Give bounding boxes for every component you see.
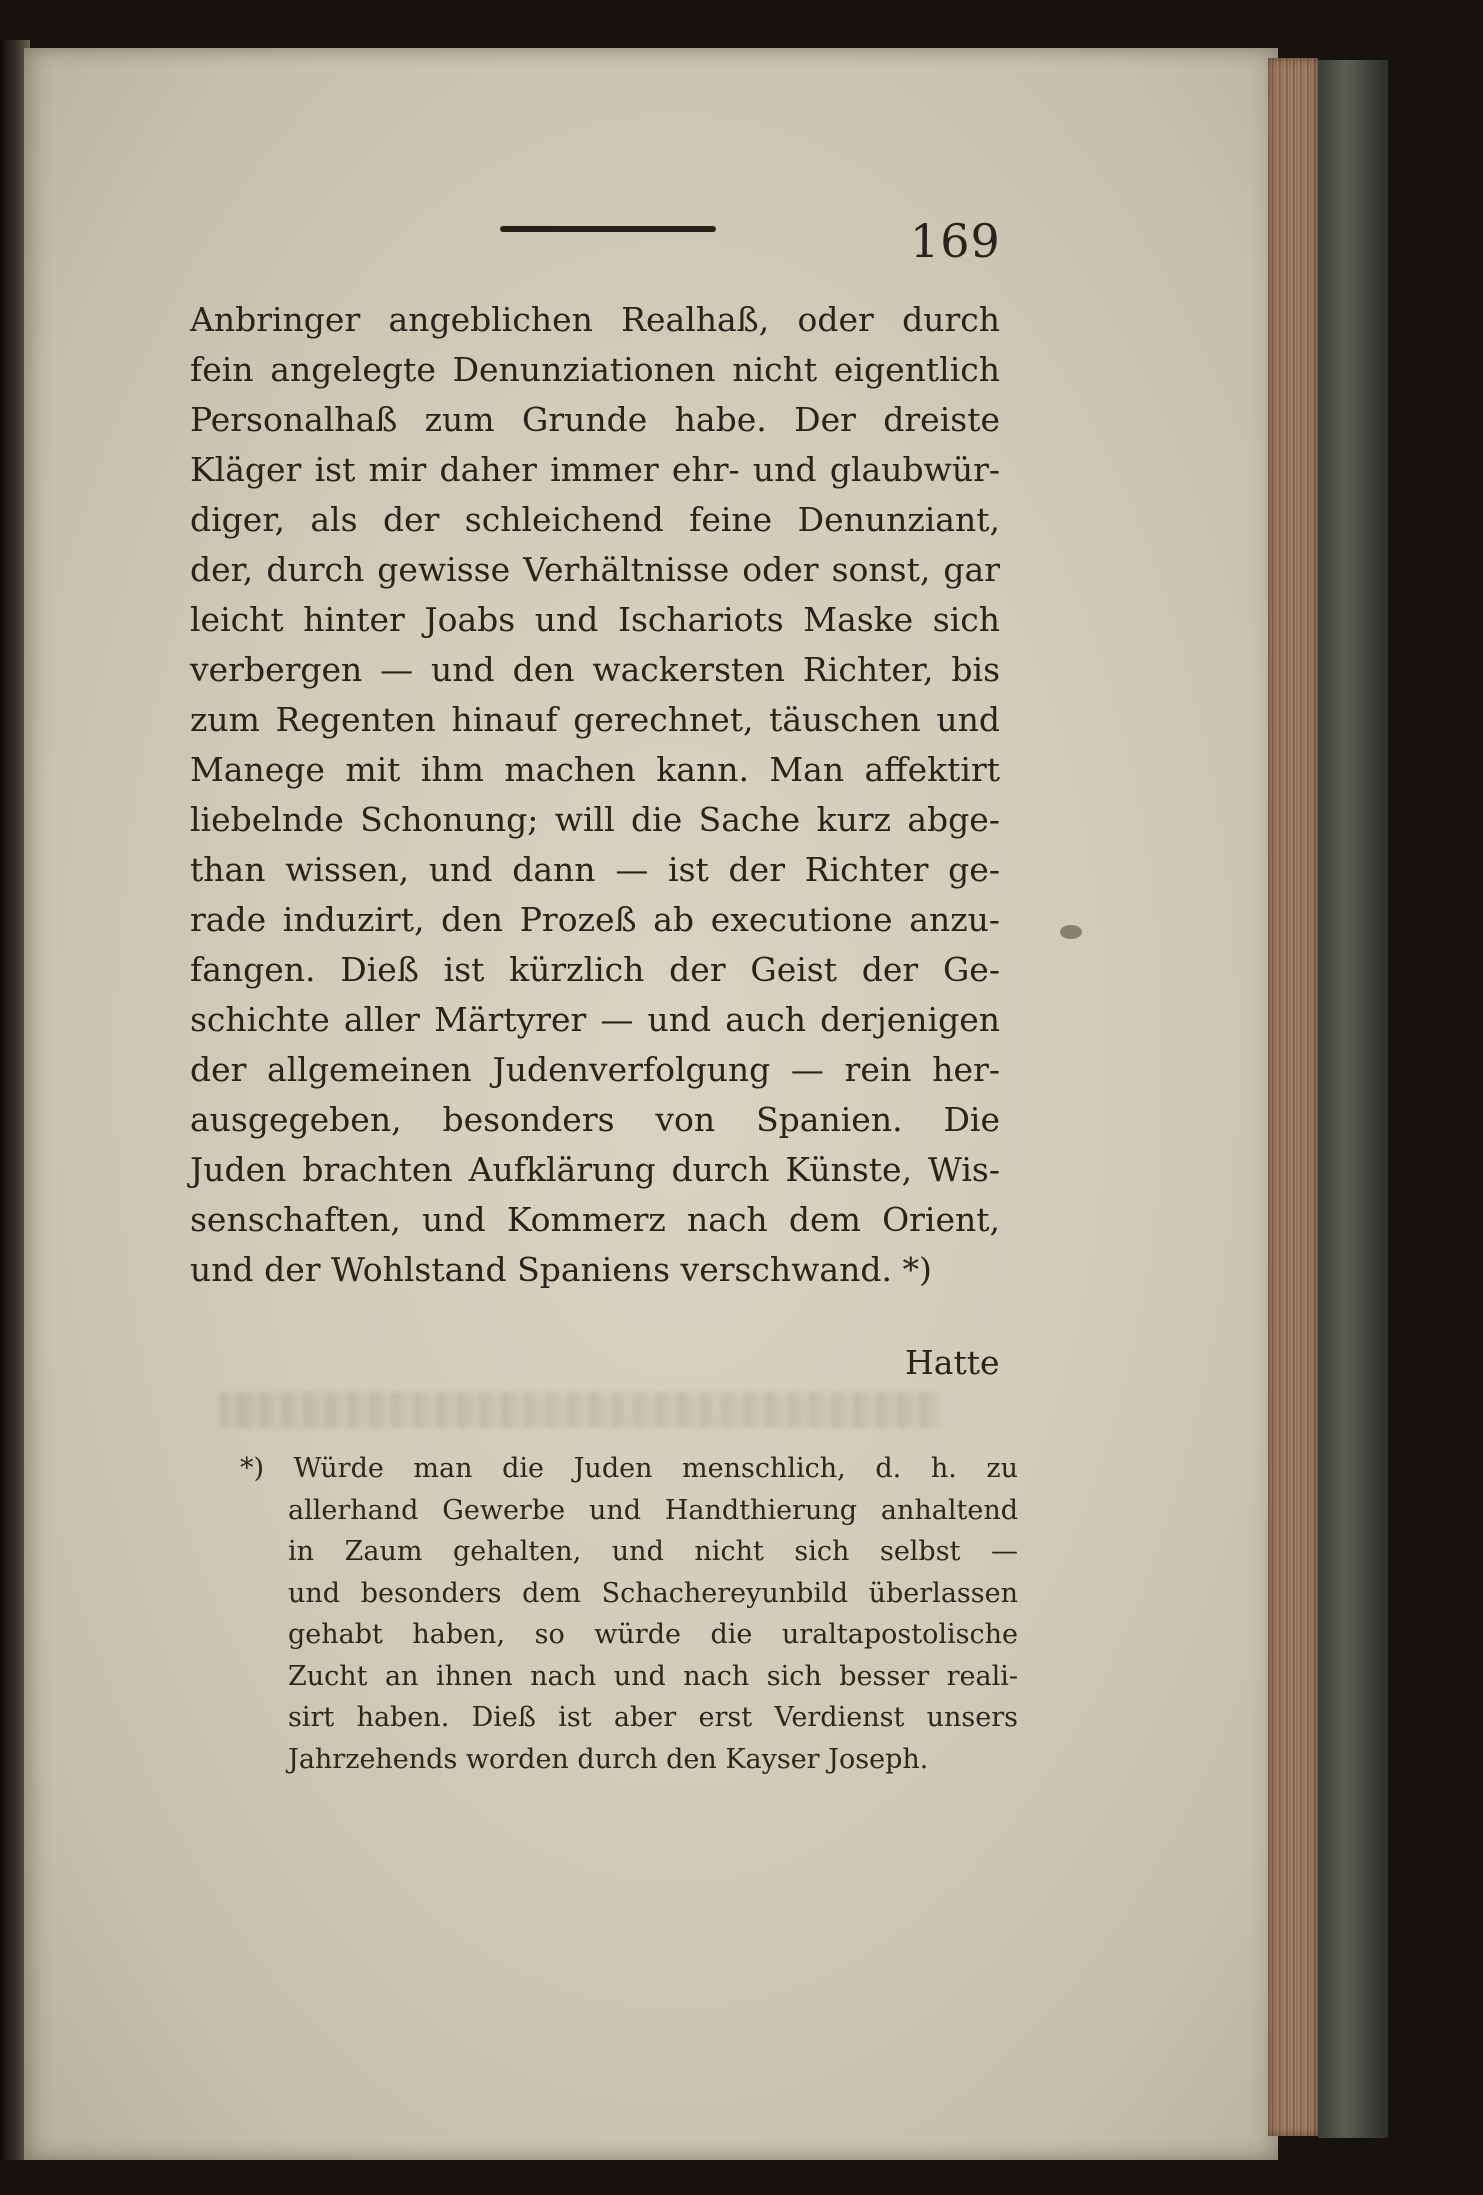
- page-fore-edge: [1268, 58, 1318, 2136]
- ink-smudge: [1060, 925, 1082, 939]
- body-line: schichte aller Märtyrer — und auch derjenigen: [190, 1000, 1000, 1039]
- body-line: diger, als der schleichend feine Denunziant,: [190, 500, 1000, 539]
- page-number: 169: [910, 214, 1001, 268]
- footnote-line: allerhand Gewerbe und Handthierung anhaltend: [288, 1494, 1018, 1526]
- body-line: Juden brachten Aufklärung durch Künste, Wis-: [190, 1150, 1000, 1189]
- header-rule: [500, 226, 710, 232]
- footnote-line: in Zaum gehalten, und nicht sich selbst —: [288, 1536, 1018, 1567]
- body-line: Personalhaß zum Grunde habe. Der dreiste: [190, 400, 1000, 439]
- footnote-line: *) Würde man die Juden menschlich, d. h. zu: [240, 1453, 1018, 1484]
- body-line: und der Wohlstand Spaniens verschwand. *): [190, 1250, 932, 1289]
- footnote: [240, 1448, 1018, 1780]
- body-line: der allgemeinen Judenverfolgung — rein her-: [190, 1050, 1000, 1089]
- body-line: senschaften, und Kommerz nach dem Orient,: [190, 1200, 1000, 1239]
- body-line: der, durch gewisse Verhältnisse oder sonst, gar: [190, 550, 1000, 589]
- footnote-line: und besonders dem Schachereyunbild überlassen: [288, 1577, 1018, 1609]
- body-line: liebelnde Schonung; will die Sache kurz abge-: [190, 800, 1000, 839]
- footnote-line: sirt haben. Dieß ist aber erst Verdienst unsers: [288, 1702, 1018, 1733]
- book-cover-edge: [1318, 60, 1388, 2138]
- body-text: [190, 295, 1000, 1295]
- body-line: leicht hinter Joabs und Ischariots Maske sich: [190, 600, 1000, 639]
- body-line: Kläger ist mir daher immer ehr- und glaubwür-: [190, 450, 1000, 489]
- body-line: rade induzirt, den Prozeß ab executione anzu-: [190, 900, 1000, 939]
- body-line: than wissen, und dann — ist der Richter ge-: [190, 850, 1000, 889]
- body-line: fangen. Dieß ist kürzlich der Geist der Ge-: [190, 950, 1000, 989]
- footnote-line: gehabt haben, so würde die uraltapostolische: [288, 1619, 1018, 1650]
- show-through-bleed: [220, 1392, 940, 1428]
- catchword: Hatte: [905, 1343, 1000, 1382]
- body-line: verbergen — und den wackersten Richter, bis: [190, 650, 1000, 689]
- body-line: Anbringer angeblichen Realhaß, oder durch: [190, 300, 1000, 339]
- body-line: ausgegeben, besonders von Spanien. Die: [190, 1100, 1000, 1139]
- body-line: zum Regenten hinauf gerechnet, täuschen und: [190, 700, 1000, 739]
- body-line: fein angelegte Denunziationen nicht eigentlich: [190, 350, 1000, 389]
- body-line: Manege mit ihm machen kann. Man affektirt: [190, 750, 1000, 789]
- footnote-line: Zucht an ihnen nach und nach sich besser reali-: [288, 1660, 1018, 1692]
- footnote-line: Jahrzehends worden durch den Kayser Joseph.: [288, 1743, 929, 1775]
